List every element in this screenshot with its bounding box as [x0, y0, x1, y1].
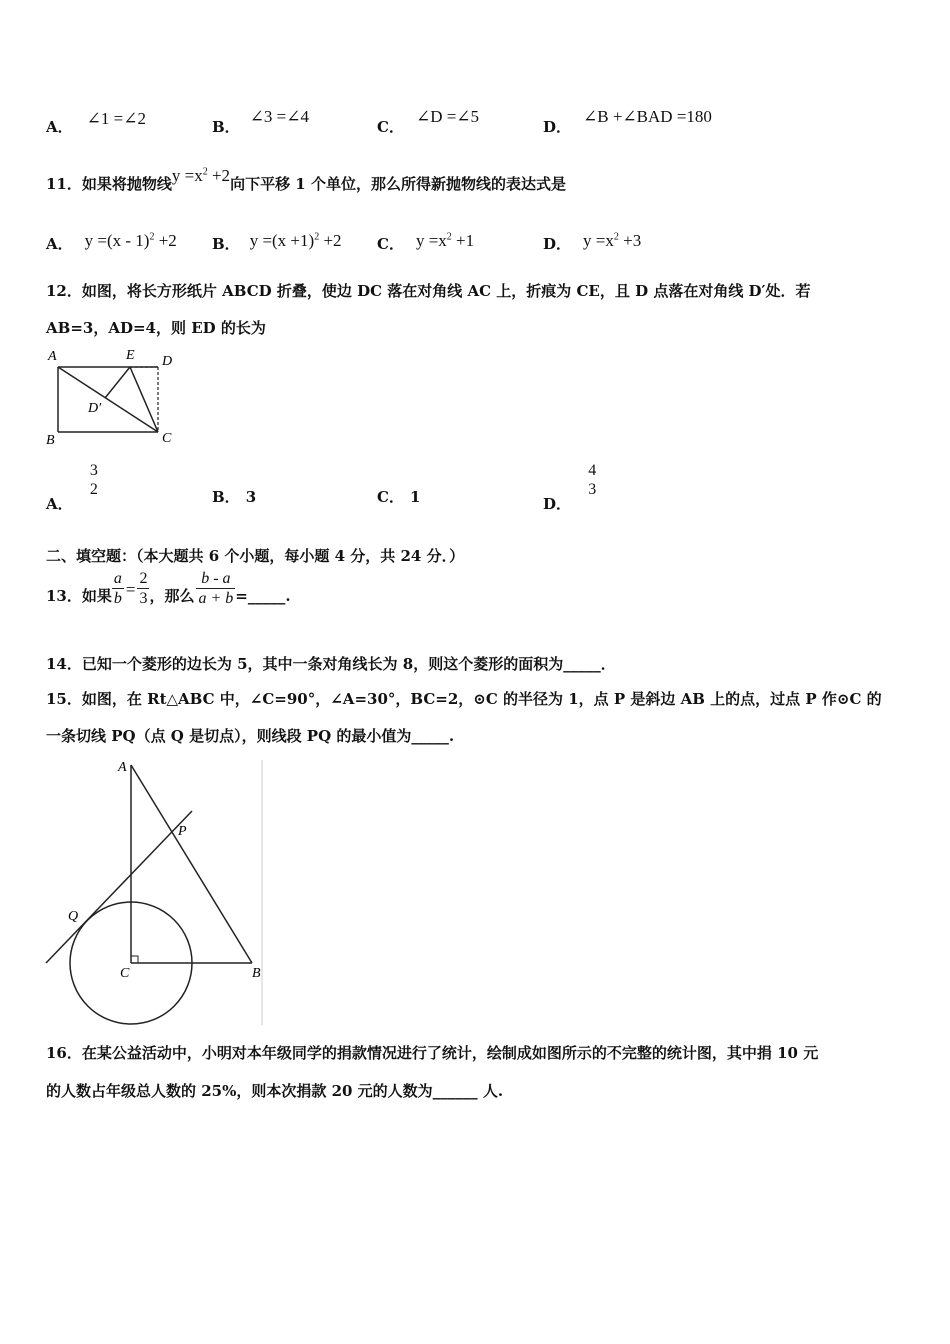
option-letter: D． — [543, 118, 572, 136]
section-2-title: 二、填空题：（本大题共 6 个小题，每小题 4 分，共 24 分．） — [46, 547, 465, 565]
q11-suffix: 向下平移 1 个单位，那么所得新抛物线的表达式是 — [230, 175, 566, 193]
q12-option-b — [212, 486, 256, 507]
option-expression: $y =x^2 +3$ — [583, 231, 642, 250]
label-q: Q — [68, 909, 79, 924]
option-letter: A． — [46, 495, 73, 513]
q11-option-d — [543, 233, 641, 254]
option-letter: B． — [212, 235, 240, 253]
label-c: C — [162, 431, 172, 446]
label-d-prime: D′ — [88, 401, 102, 416]
option-expression: ∠B +∠BAD =180 — [583, 107, 712, 126]
option-letter: C． — [377, 488, 404, 506]
option-fraction: 4 3 — [588, 462, 597, 498]
q11-parabola-expr: $y =x^2 +2$ — [171, 166, 231, 185]
option-letter: B． — [212, 488, 240, 506]
q12-option-c — [377, 486, 420, 507]
hypotenuse-ab — [131, 765, 252, 963]
label-p: P — [178, 824, 187, 839]
q10-option-b — [212, 107, 310, 137]
label-a: A — [118, 760, 127, 775]
q13-mid: ，那么 — [149, 587, 195, 605]
tangent-line-pq — [46, 811, 192, 963]
label-d: D — [162, 354, 173, 369]
q11-option-a — [46, 233, 177, 254]
q13-fraction-expression: $\frac{b - a}{a + b}$ — [198, 570, 234, 607]
q15-triangle-circle-figure — [40, 755, 270, 1030]
q10-option-d — [543, 107, 712, 137]
label-b: B — [252, 966, 261, 981]
q15-stem-line1: 15．如图，在 Rt△ABC 中，∠C=90°，∠A=30°，BC=2，⊙C 的半径为 1，点 P 是斜边 AB 上的点，过点 P 作⊙C 的 — [46, 690, 882, 708]
q13-answer-blank: =_____. — [235, 586, 291, 605]
option-expression: $y =(x +1)^2 +2$ — [249, 231, 342, 250]
q11-option-c — [377, 233, 474, 254]
option-expression: ∠D =∠5 — [415, 107, 480, 126]
q13-stem — [46, 570, 291, 609]
option-expression: ∠1 =∠2 — [86, 109, 146, 128]
option-expression: $y =x^2 +1$ — [415, 231, 475, 250]
option-letter: C． — [377, 118, 404, 136]
option-letter: C． — [377, 235, 404, 253]
q12-option-a — [46, 462, 100, 513]
q13-fraction-2-3: $\frac{2}{3}$ — [139, 570, 148, 607]
label-a: A — [48, 349, 57, 364]
q10-option-c — [377, 107, 480, 137]
option-fraction: 3 2 — [89, 462, 98, 498]
q12-stem-line2: AB=3，AD=4，则 ED 的长为 — [46, 319, 266, 337]
q13-fraction-a-b: $\frac{a}{b}$ — [113, 570, 122, 607]
q11-stem — [46, 166, 566, 194]
option-letter: D． — [543, 235, 572, 253]
right-angle-mark — [131, 956, 138, 963]
option-letter: A． — [46, 235, 73, 253]
q12-rectangle-figure — [40, 345, 190, 450]
q12-option-d — [543, 462, 598, 513]
label-b: B — [46, 433, 55, 448]
q11-option-b — [212, 233, 342, 254]
option-letter: B． — [212, 118, 240, 136]
q16-stem-line1: 16．在某公益活动中，小明对本年级同学的捐款情况进行了统计，绘制成如图所示的不完整的统计图，其中捐 10 元 — [46, 1044, 819, 1062]
option-expression: y =(x - 1)$^2$ +2 — [84, 231, 177, 250]
option-expression: ∠3 =∠4 — [249, 107, 310, 126]
q12-stem-line1: 12．如图，将长方形纸片 ABCD 折叠，使边 DC 落在对角线 AC 上，折痕为 CE，且 D 点落在对角线 D′处．若 — [46, 282, 811, 300]
q15-stem-line2: 一条切线 PQ（点 Q 是切点），则线段 PQ 的最小值为_____. — [46, 727, 455, 745]
segment-ed-prime — [105, 367, 130, 398]
option-letter: A． — [46, 118, 73, 136]
label-c: C — [120, 966, 130, 981]
q11-prefix: 11．如果将抛物线 — [46, 175, 172, 193]
option-letter: D． — [543, 495, 572, 513]
option-value: 1 — [409, 488, 421, 506]
q13-prefix: 13．如果 — [46, 587, 112, 605]
option-value: 3 — [245, 488, 257, 506]
diagonal-ac — [58, 367, 158, 432]
label-e: E — [126, 348, 135, 363]
q14-stem: 14．已知一个菱形的边长为 5，其中一条对角线长为 8，则这个菱形的面积为_____． — [46, 655, 616, 673]
q13-equals: = — [125, 579, 136, 599]
q16-stem-line2: 的人数占年级总人数的 25%，则本次捐款 20 元的人数为______ 人. — [46, 1082, 504, 1100]
q10-option-a — [46, 109, 146, 137]
